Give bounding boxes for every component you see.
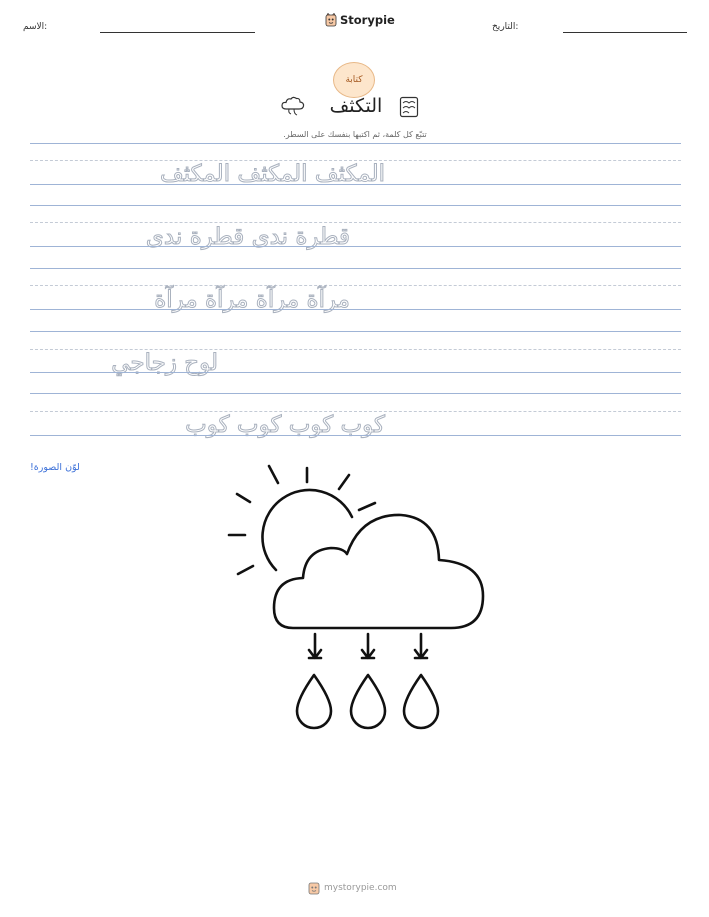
- date-label: التاريخ:: [492, 22, 519, 32]
- name-write-line[interactable]: [100, 32, 255, 33]
- colour-prompt: لوّن الصورة!: [30, 462, 80, 473]
- writing-badge: كتابة: [333, 62, 375, 98]
- trace-row-2: قطرة ندى قطرة ندى: [145, 224, 350, 250]
- raindrop-icon: [297, 675, 438, 728]
- writing-area[interactable]: [30, 143, 681, 443]
- instruction-text: تتبّع كل كلمة، ثم اكتبها بنفسك على السطر.: [283, 130, 427, 139]
- brand-logo: [325, 13, 395, 27]
- footer-url[interactable]: mystorypie.com: [324, 883, 397, 893]
- trace-row-5: كوب كوب كوب كوب: [185, 412, 385, 438]
- storypie-logo-icon: [308, 881, 320, 895]
- trace-row-3: مرآة مرآة مرآة مرآة: [154, 287, 350, 313]
- brand-name: Storypie: [340, 13, 395, 27]
- title-row: [270, 95, 450, 123]
- wind-cloud-icon: [280, 95, 306, 119]
- footer: [308, 881, 397, 895]
- colouring-picture[interactable]: [223, 458, 493, 733]
- page-title: التكثف: [329, 95, 383, 117]
- name-label: الاسم:: [23, 22, 48, 32]
- trace-row-1: المكثف المكثف المكثف: [159, 161, 385, 187]
- date-write-line[interactable]: [563, 32, 687, 33]
- down-arrow-icon: [309, 634, 427, 658]
- storypie-logo-icon: [325, 13, 337, 27]
- trace-row-4: لوح زجاجي: [111, 350, 218, 376]
- condensation-window-icon: [399, 96, 419, 118]
